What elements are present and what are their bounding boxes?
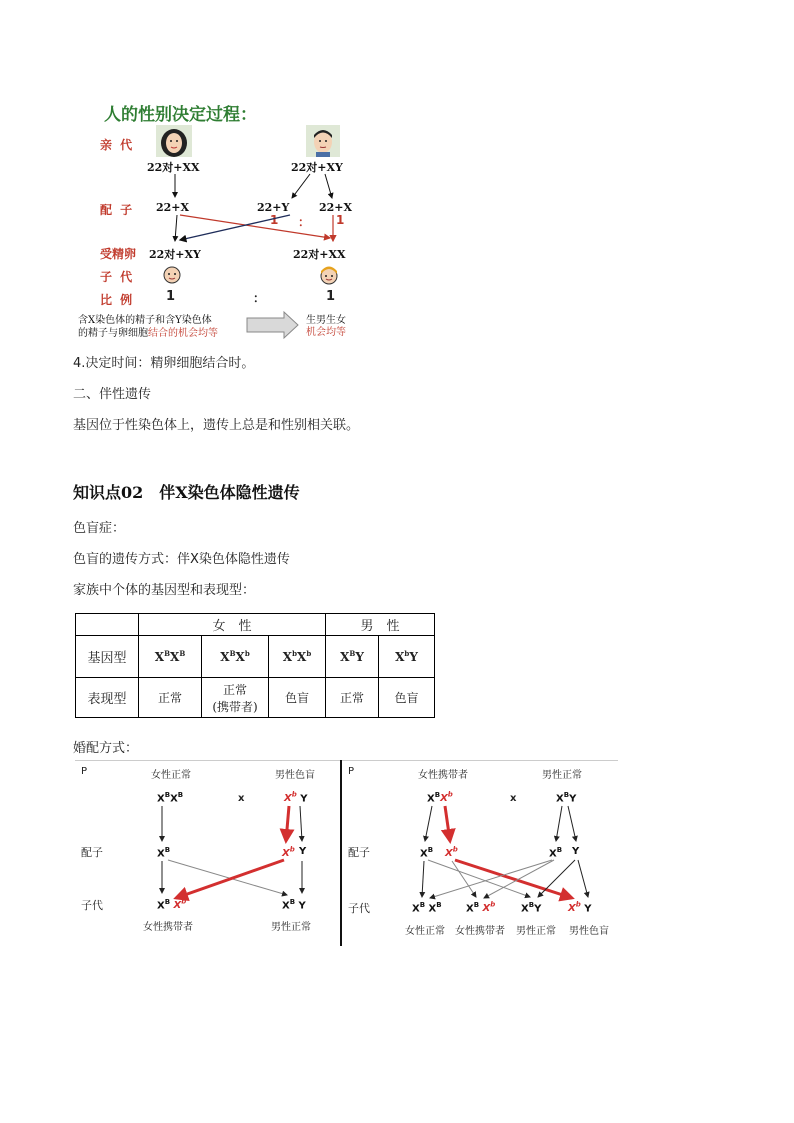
gamete-father-x: 22+X (319, 201, 353, 214)
genotype-cell: $X^bX^b$ (269, 636, 326, 678)
knowledge-point-title: 知识点02 伴X染色体隐性遗传 (73, 483, 300, 502)
left-offspring-label: 子代 (81, 899, 103, 912)
gamete-ratio-left: 1 (270, 213, 279, 227)
father-genotype: 22对+XY (291, 161, 343, 174)
right-child1-label: 女性正常 (405, 926, 445, 937)
left-child1-genotype: $X^B$ $X^b$ (157, 898, 187, 912)
left-cross-symbol: x (238, 793, 245, 804)
genotype-cell: $X^bY$ (379, 636, 435, 678)
right-gamete-y: Y (572, 846, 580, 857)
genotype-row-label: 基因型 (76, 636, 139, 678)
female-header: 女 性 (139, 614, 326, 636)
gamete-father-y: 22+Y (257, 201, 290, 214)
right-offspring-label: 子代 (348, 902, 370, 915)
right-gamete-xb: $X^B$ (420, 846, 434, 860)
marriage-modes-text: 婚配方式： (73, 741, 139, 756)
left-child2-genotype: $X^B$ Y (282, 898, 306, 912)
genotype-cell: $X^BY$ (326, 636, 379, 678)
ratio-left: 1 (166, 289, 176, 304)
phenotype-cell: 色盲 (379, 678, 435, 718)
sex-determination-title: 人的性别决定过程： (104, 105, 257, 125)
label-zygote: 受精卵 (100, 247, 137, 261)
left-mother-label: 女性正常 (151, 770, 191, 781)
phenotype-cell: 正常 (携带者) (202, 678, 269, 718)
ratio-colon: ： (253, 291, 266, 305)
gamete-mother: 22+X (156, 201, 190, 214)
definition-text: 基因位于性染色体上，遗传上总是和性别相关联。 (73, 418, 360, 433)
right-child2-genotype: $X^B$ $X^b$ (466, 901, 496, 915)
left-father-genotype: $X^b$ Y (284, 791, 308, 805)
right-cross-symbol: x (510, 793, 517, 804)
right-child4-genotype: $X^b$ Y (568, 901, 592, 915)
color-blind-heading: 色盲症： (73, 521, 126, 536)
gamete-ratio-colon: ： (298, 215, 311, 229)
right-child3-genotype: $X^BY$ (521, 901, 542, 915)
right-child3-label: 男性正常 (516, 926, 556, 937)
phenotype-cell: 色盲 (269, 678, 326, 718)
inheritance-mode-text: 色盲的遗传方式：伴X染色体隐性遗传 (73, 552, 290, 567)
left-gamete-y: Y (299, 846, 307, 857)
ratio-right: 1 (326, 289, 336, 304)
gamete-ratio-right: 1 (336, 213, 345, 227)
right-gamete-label: 配子 (348, 846, 370, 859)
label-ratio: 比 例 (100, 293, 135, 307)
genotype-cell: $X^BX^B$ (139, 636, 202, 678)
genotype-cell: $X^BX^b$ (202, 636, 269, 678)
left-gamete-label: 配子 (81, 846, 103, 859)
right-child4-label: 男性色盲 (569, 926, 609, 937)
male-header: 男 性 (326, 614, 435, 636)
zygote-male: 22对+XY (149, 248, 201, 261)
label-parents: 亲 代 (100, 138, 135, 152)
family-genotypes-text: 家族中个体的基因型和表现型： (73, 583, 256, 598)
phenotype-cell: 正常 (326, 678, 379, 718)
right-p-label: P (348, 766, 355, 777)
right-gamete-xb-red: $X^b$ (445, 846, 458, 860)
left-child1-label: 女性携带者 (143, 922, 193, 933)
right-gamete-xb-father: $X^B$ (549, 846, 563, 860)
left-p-label: P (81, 766, 88, 777)
phenotype-cell: 正常 (139, 678, 202, 718)
right-child2-label: 女性携带者 (455, 926, 505, 937)
left-mother-genotype: $X^BX^B$ (157, 791, 184, 805)
right-father-genotype: $X^BY$ (556, 791, 577, 805)
note-line2: 的精子与卵细胞结合的机会均等 (78, 328, 218, 339)
phenotype-row-label: 表现型 (76, 678, 139, 718)
decision-time-text: 4.决定时间：精卵细胞结合时。 (73, 356, 255, 371)
note-line1: 含X染色体的精子和含Y染色体 (78, 315, 212, 326)
result-line2: 机会均等 (306, 327, 346, 338)
right-mother-label: 女性携带者 (418, 770, 468, 781)
right-child1-genotype: $X^B$ $X^B$ (412, 901, 442, 915)
right-father-label: 男性正常 (542, 770, 582, 781)
zygote-female: 22对+XX (293, 248, 346, 261)
left-gamete-xb-red: $X^b$ (282, 846, 295, 860)
label-offspring: 子 代 (100, 270, 135, 284)
result-line1: 生男生女 (306, 315, 346, 326)
right-mother-genotype: $X^BX^b$ (427, 791, 453, 805)
left-gamete-xb: $X^B$ (157, 846, 171, 860)
left-father-label: 男性色盲 (275, 770, 315, 781)
label-gametes: 配 子 (100, 203, 135, 217)
section-two-heading: 二、伴性遗传 (73, 387, 152, 402)
mother-genotype: 22对+XX (147, 161, 200, 174)
left-child2-label: 男性正常 (271, 922, 311, 933)
